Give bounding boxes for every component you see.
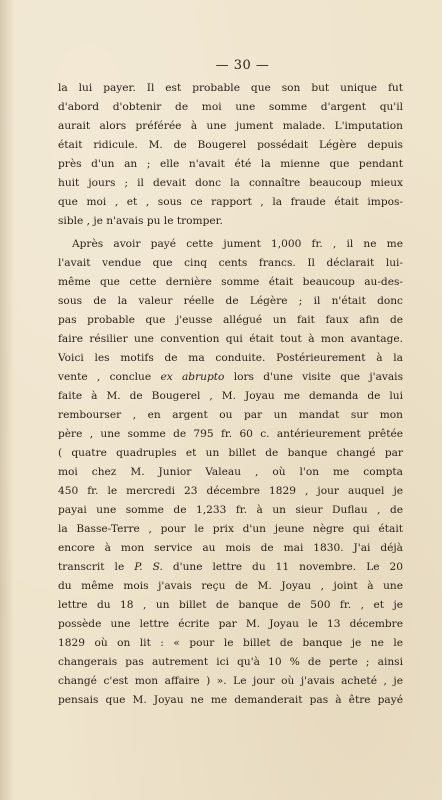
text-line: moi chez M. Junior Valeau , où l'on me compta xyxy=(58,466,403,478)
text-line: l'avait vendue que cinq cents francs. Il déclarait lui- xyxy=(58,257,403,269)
text-line: rembourser , en argent ou par un mandat sur mon xyxy=(58,409,403,421)
text-line: lettre du 18 , un billet de banque de 500 fr. , et je xyxy=(58,599,403,611)
text-line: aurait alors préférée à une jument malade. L'imputation xyxy=(58,120,403,132)
page-gutter-shadow xyxy=(0,0,14,800)
text-line: la Basse-Terre , pour le prix d'un jeune nègre qui était xyxy=(58,523,403,535)
text-line: 450 fr. le mercredi 23 décembre 1829 , jour auquel je xyxy=(58,485,403,497)
text-line: faire résilier une convention qui était tout à mon avantage. xyxy=(58,333,403,345)
text-line: même que cette dernière somme était beaucoup au-des- xyxy=(58,276,403,288)
text-line: vente , conclue ex abrupto lors d'une visite que j'avais xyxy=(58,371,404,383)
text-line: pensais que M. Joyau ne me demanderait pas à être payé xyxy=(58,694,403,706)
text-line: transcrit le P. S. d'une lettre du 11 novembre. Le 20 xyxy=(58,561,403,573)
text-line: faite à M. de Bougerel , M. Joyau me demanda de lui xyxy=(58,390,403,402)
text-line: était ridicule. M. de Bougerel possédait Légère depuis xyxy=(58,139,403,151)
text-line: possède une lettre écrite par M. Joyau le 13 décembre xyxy=(58,618,403,630)
text-line: huit jours ; il devait donc la connaître beaucoup mieux xyxy=(58,177,403,189)
page-number: — 30 — xyxy=(215,58,270,73)
text-line: encore à mon service au mois de mai 1830. J'ai déjà xyxy=(58,542,403,554)
text-line: père , une somme de 795 fr. 60 c. antérieurement prêtée xyxy=(58,428,403,440)
text-line: pas probable que j'eusse allégué un fait faux afin de xyxy=(58,314,403,326)
text-line: Après avoir payé cette jument 1,000 fr. , il ne me xyxy=(72,238,403,250)
text-line: changerais pas autrement ici qu'à 10 % de perte ; ainsi xyxy=(58,656,403,668)
text-line: sous de la valeur réelle de Légère ; il n'était donc xyxy=(58,295,403,307)
text-line: que moi , et , sous ce rapport , la fraude était impos- xyxy=(58,196,403,208)
text-block xyxy=(58,58,403,710)
text-line: près d'un an ; elle n'avait été la mienne que pendant xyxy=(58,158,403,170)
text-line: du même mois j'avais reçu de M. Joyau , joint à une xyxy=(58,580,403,592)
text-line: d'abord d'obtenir de moi une somme d'argent qu'il xyxy=(58,101,403,113)
paragraph-2 xyxy=(58,235,403,710)
text-line: 1829 où on lit : « pour le billet de banque je ne le xyxy=(58,637,403,649)
text-line: ( quatre quadruples et un billet de banque changé par xyxy=(58,447,403,459)
text-line: la lui payer. Il est probable que son but unique fut xyxy=(58,82,403,94)
text-line: sible , je n'avais pu le tromper. xyxy=(58,215,223,227)
text-line: payai une somme de 1,233 fr. à un sieur Duflau , de xyxy=(58,504,403,516)
text-line: Voici les motifs de ma conduite. Postérieurement à la xyxy=(58,352,403,364)
text-line: changé c'est mon affaire ) ». Le jour où j'avais acheté , je xyxy=(58,675,403,687)
paragraph-1 xyxy=(58,79,403,231)
